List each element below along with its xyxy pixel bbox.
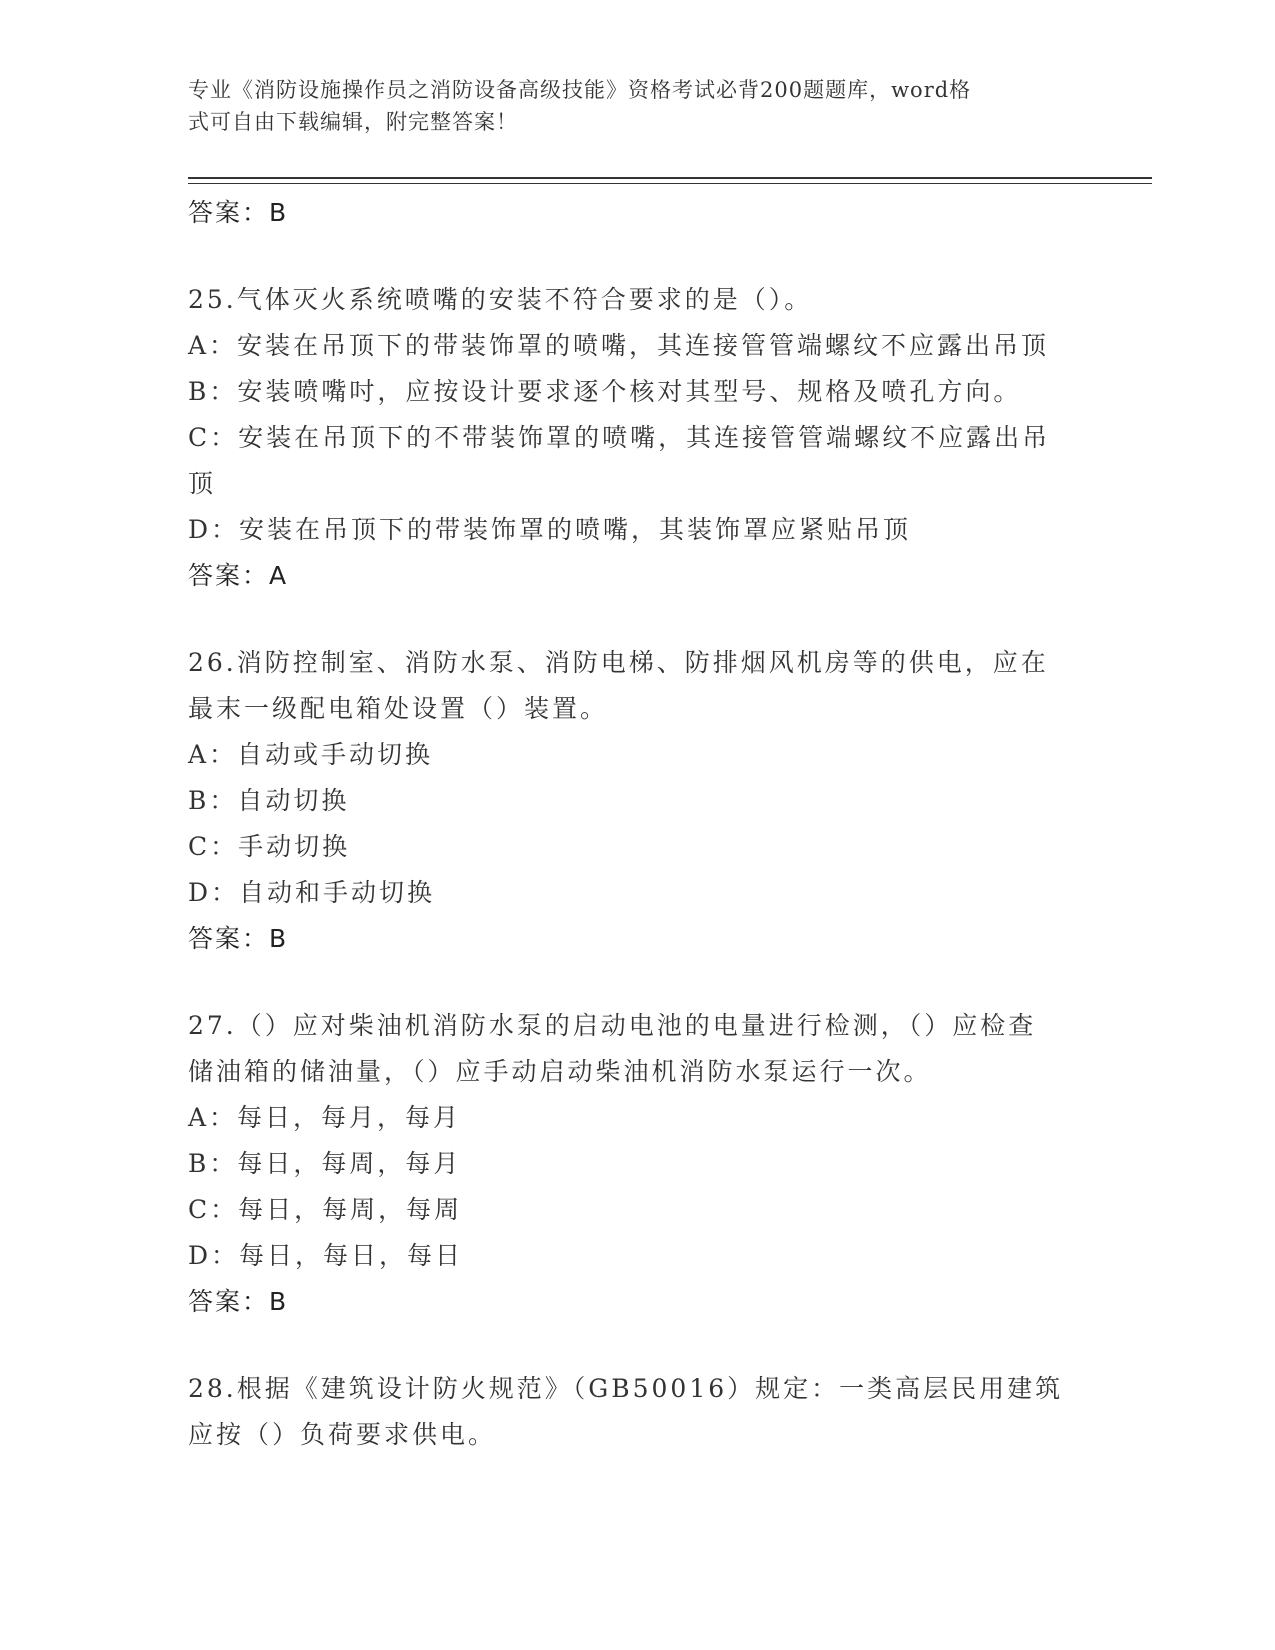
question-28 (188, 1366, 1088, 1458)
document-header (188, 74, 1068, 138)
question-text: 28.根据《建筑设计防火规范》（GB50016）规定：一类高层民用建筑 (188, 1374, 1064, 1403)
question-text: 25.气体灭火系统喷嘴的安装不符合要求的是（）。 (188, 285, 813, 314)
question-text-continued: 最末一级配电箱处设置（）装置。 (188, 694, 609, 723)
answer-line: 答案：B (188, 1287, 289, 1316)
option-c: C：安装在吊顶下的不带装饰罩的喷嘴，其连接管管端螺纹不应露出吊 (188, 423, 1051, 452)
option-c-continued: 顶 (188, 469, 217, 498)
option-c: C：手动切换 (188, 832, 351, 861)
question-25 (188, 277, 1088, 599)
question-26 (188, 640, 1088, 962)
option-b: B：安装喷嘴吋，应按设计要求逐个核对其型号、规格及喷孔方向。 (188, 377, 1022, 406)
option-b: B：自动切换 (188, 786, 350, 815)
option-a: A：每日，每月，每月 (188, 1103, 462, 1132)
header-divider-thin (188, 183, 1152, 184)
answer-line: 答案：B (188, 198, 289, 227)
question-text-continued: 储油箱的储油量，（）应手动启动柴油机消防水泵运行一次。 (188, 1057, 932, 1086)
option-d: D：每日，每日，每日 (188, 1241, 464, 1270)
header-line-2: 式可自由下载编辑，附完整答案！ (188, 110, 518, 134)
question-27 (188, 1003, 1088, 1325)
option-a: A：安装在吊顶下的带装饰罩的喷嘴，其连接管管端螺纹不应露出吊顶 (188, 331, 1050, 360)
question-text: 26.消防控制室、消防水泵、消防电梯、防排烟风机房等的供电，应在 (188, 648, 1049, 677)
header-line-1: 专业《消防设施操作员之消防设备高级技能》资格考试必背200题题库，word格 (188, 78, 972, 102)
header-divider-thick (188, 177, 1152, 179)
answer-line: 答案：B (188, 924, 289, 953)
option-a: A：自动或手动切换 (188, 740, 434, 769)
question-text-continued: 应按（）负荷要求供电。 (188, 1420, 497, 1449)
option-b: B：每日，每周，每月 (188, 1149, 462, 1178)
question-list (188, 190, 1088, 1458)
option-d: D：安装在吊顶下的带装饰罩的喷嘴，其装饰罩应紧贴吊顶 (188, 515, 912, 544)
question-text: 27.（）应对柴油机消防水泵的启动电池的电量进行检测，（）应检查 (188, 1011, 1037, 1040)
option-c: C：每日，每周，每周 (188, 1195, 463, 1224)
option-d: D：自动和手动切换 (188, 878, 436, 907)
answer-line: 答案：A (188, 561, 289, 590)
